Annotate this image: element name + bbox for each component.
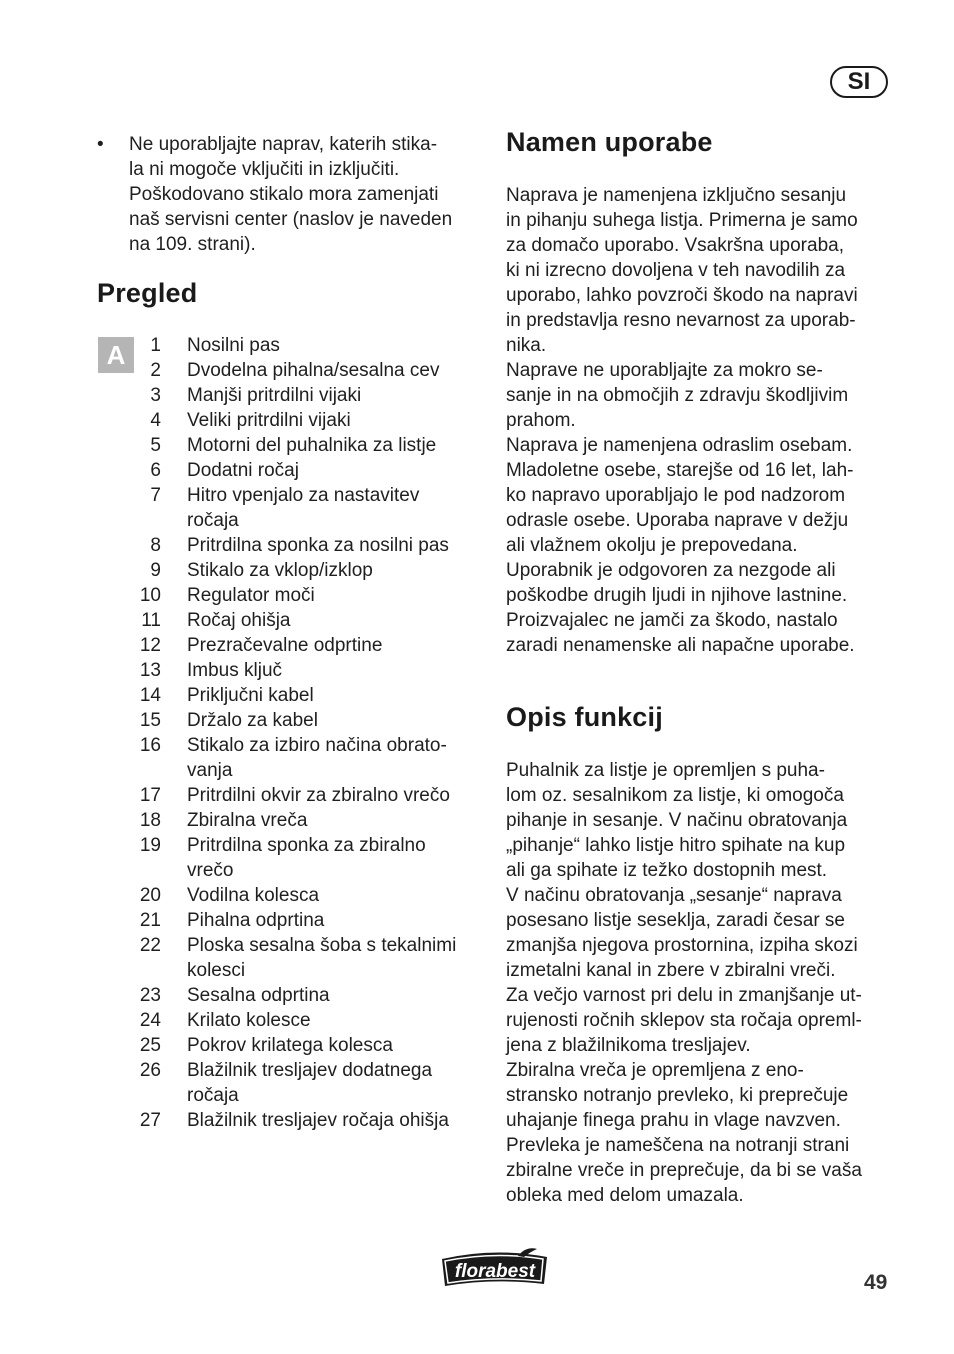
part-item (130, 1108, 490, 1133)
part-label (187, 608, 490, 633)
part-number: 17 (139, 785, 161, 806)
part-label (187, 1033, 490, 1058)
part-number: 20 (139, 885, 161, 906)
part-label-line: Blažilnik tresljajev dodatnega (187, 1060, 433, 1081)
part-label-line: Prezračevalne odprtine (187, 635, 383, 656)
part-item (130, 883, 490, 908)
paragraph-line: nika. (506, 335, 547, 356)
part-label (187, 558, 490, 583)
part-number: 13 (139, 660, 161, 681)
part-number: 25 (139, 1035, 161, 1056)
part-label-line: ročaja (187, 510, 239, 531)
paragraph-line: odrasle osebe. Uporaba naprave v dežju (506, 510, 849, 531)
part-label (187, 983, 490, 1008)
part-number: 15 (139, 710, 161, 731)
part-number: 14 (139, 685, 161, 706)
paragraph-line: pihanje in sesanje. V načinu obratovanja (506, 810, 848, 831)
paragraph-line: uhajanje finega prahu in vlage navzven. (506, 1110, 841, 1131)
part-label-line: Dodatni ročaj (187, 460, 299, 481)
part-label-line: Sesalna odprtina (187, 985, 330, 1006)
logo-text: florabest (454, 1261, 536, 1282)
bullet-mark: • (97, 134, 104, 155)
part-item (130, 333, 490, 358)
part-item (130, 458, 490, 483)
part-label (187, 383, 490, 408)
part-item (130, 408, 490, 433)
paragraph-line: uporabo, lahko povzroči škodo na napravi (506, 285, 858, 306)
part-label (187, 733, 490, 783)
paragraph-line: izmetalni kanal in zbere v zbiralni vreči. (506, 960, 836, 981)
part-item (130, 433, 490, 458)
part-item (130, 1058, 490, 1108)
part-label-line: Pokrov krilatega kolesca (187, 1035, 393, 1056)
part-item (130, 733, 490, 783)
part-item (130, 983, 490, 1008)
part-number: 2 (150, 360, 161, 381)
opis-heading: Opis funkcij (506, 702, 663, 732)
part-label-line: Stikalo za vklop/izklop (187, 560, 373, 581)
namen-paragraph (506, 183, 901, 658)
part-label-line: Manjši pritrdilni vijaki (187, 385, 362, 406)
paragraph-line: Uporabnik je odgovoren za nezgode ali (506, 560, 836, 581)
part-label (187, 333, 490, 358)
paragraph-line: ki ni izrecno dovoljena v teh navodilih za (506, 260, 846, 281)
part-label (187, 808, 490, 833)
part-label-line: Pritrdilna sponka za nosilni pas (187, 535, 449, 556)
figure-label-badge: A (98, 337, 134, 373)
part-item (130, 483, 490, 533)
part-item (130, 558, 490, 583)
part-label (187, 533, 490, 558)
part-label (187, 683, 490, 708)
part-label-line: Dvodelna pihalna/sesalna cev (187, 360, 440, 381)
part-number: 9 (150, 560, 161, 581)
part-number: 8 (150, 535, 161, 556)
part-item (130, 833, 490, 883)
bullet-line: Ne uporabljajte naprav, katerih stika- (129, 134, 438, 155)
bullet-line: Poškodovano stikalo mora zamenjati (129, 184, 439, 205)
part-number: 21 (139, 910, 161, 931)
part-label (187, 433, 490, 458)
namen-heading: Namen uporabe (506, 127, 713, 157)
paragraph-line: stransko notranjo prevleko, ki preprečuje (506, 1085, 849, 1106)
part-label (187, 483, 490, 533)
paragraph-line: zaradi nenamenske ali napačne uporabe. (506, 635, 855, 656)
paragraph-line: Prevleka je nameščena na notranji strani (506, 1135, 850, 1156)
part-item (130, 533, 490, 558)
part-label (187, 933, 490, 983)
part-label (187, 408, 490, 433)
bullet-line: la ni mogoče vključiti in izključiti. (129, 159, 400, 180)
part-label-line: Veliki pritrdilni vijaki (187, 410, 351, 431)
bullet-line: naš servisni center (naslov je naveden (129, 209, 453, 230)
part-item (130, 1033, 490, 1058)
part-label-line: Pritrdilna sponka za zbiralno (187, 835, 426, 856)
paragraph-line: zbiralne vreče in preprečuje, da bi se vaša (506, 1160, 862, 1181)
part-item (130, 383, 490, 408)
part-number: 12 (139, 635, 161, 656)
part-label-line: Priključni kabel (187, 685, 314, 706)
part-label (187, 633, 490, 658)
part-label (187, 1008, 490, 1033)
paragraph-line: Naprava je namenjena izključno sesanju (506, 185, 847, 206)
part-label-line: Nosilni pas (187, 335, 280, 356)
part-number: 7 (150, 485, 161, 506)
part-label-line: Regulator moči (187, 585, 315, 606)
paragraph-line: Naprava je namenjena odraslim osebam. (506, 435, 853, 456)
paragraph-line: ko napravo uporabljajo le pod nadzorom (506, 485, 846, 506)
part-number: 19 (139, 835, 161, 856)
part-number: 16 (139, 735, 161, 756)
part-number: 6 (150, 460, 161, 481)
parts-list (130, 333, 490, 1133)
part-item (130, 633, 490, 658)
paragraph-line: Proizvajalec ne jamči za škodo, nastalo (506, 610, 838, 631)
part-item (130, 808, 490, 833)
part-item (130, 908, 490, 933)
part-number: 18 (139, 810, 161, 831)
part-number: 4 (150, 410, 161, 431)
paragraph-line: poškodbe drugih ljudi in njihove lastnine. (506, 585, 848, 606)
part-label (187, 458, 490, 483)
paragraph-line: „pihanje“ lahko listje hitro spihate na kup (506, 835, 846, 856)
part-label (187, 833, 490, 883)
part-label-line: Držalo za kabel (187, 710, 318, 731)
paragraph-line: posesano listje seseklja, zaradi česar se (506, 910, 846, 931)
paragraph-line: Mladoletne osebe, starejše od 16 let, lah- (506, 460, 854, 481)
part-label-line: Motorni del puhalnika za listje (187, 435, 437, 456)
part-item (130, 708, 490, 733)
page-number: 49 (864, 1271, 888, 1294)
part-label (187, 1058, 490, 1108)
part-number: 5 (150, 435, 161, 456)
part-item (130, 608, 490, 633)
part-item (130, 783, 490, 808)
part-label (187, 908, 490, 933)
part-item (130, 658, 490, 683)
part-label-line: Pritrdilni okvir za zbiralno vrečo (187, 785, 450, 806)
warning-bullet (97, 132, 482, 257)
part-item (130, 933, 490, 983)
part-item (130, 358, 490, 383)
part-label-line: vrečo (187, 860, 234, 881)
part-label (187, 358, 490, 383)
part-label-line: Ročaj ohišja (187, 610, 291, 631)
paragraph-line: za domačo uporabo. Vsakršna uporaba, (506, 235, 844, 256)
paragraph-line: Za večjo varnost pri delu in zmanjšanje ut- (506, 985, 862, 1006)
paragraph-line: Naprave ne uporabljajte za mokro se- (506, 360, 823, 381)
part-label-line: Stikalo za izbiro načina obrato- (187, 735, 447, 756)
paragraph-line: lom oz. sesalnikom za listje, ki omogoča (506, 785, 844, 806)
part-item (130, 683, 490, 708)
florabest-logo (438, 1247, 551, 1288)
part-label (187, 1108, 490, 1133)
paragraph-line: ali vlažnem okolju je prepovedana. (506, 535, 798, 556)
paragraph-line: zmanjša njegova prostornina, izpiha skozi (506, 935, 858, 956)
part-label (187, 708, 490, 733)
part-label-line: Ploska sesalna šoba s tekalnimi (187, 935, 457, 956)
part-label-line: Blažilnik tresljajev ročaja ohišja (187, 1110, 449, 1131)
language-badge: SI (830, 66, 888, 98)
bullet-line: na 109. strani). (129, 234, 256, 255)
paragraph-line: ali ga spihate iz težko dostopnih mest. (506, 860, 828, 881)
part-label-line: Vodilna kolesca (187, 885, 320, 906)
part-label-line: vanja (187, 760, 233, 781)
part-label-line: Hitro vpenjalo za nastavitev (187, 485, 420, 506)
part-label-line: Krilato kolesce (187, 1010, 311, 1031)
part-label-line: ročaja (187, 1085, 239, 1106)
part-number: 10 (139, 585, 161, 606)
bullet-text (129, 132, 482, 257)
part-number: 3 (150, 385, 161, 406)
part-label-line: Zbiralna vreča (187, 810, 308, 831)
part-number: 26 (139, 1060, 161, 1081)
opis-paragraph (506, 758, 901, 1208)
part-item (130, 583, 490, 608)
paragraph-line: in pihanju suhega listja. Primerna je samo (506, 210, 858, 231)
part-label (187, 783, 490, 808)
part-label (187, 883, 490, 908)
part-label-line: kolesci (187, 960, 246, 981)
paragraph-line: Puhalnik za listje je opremljen s puha- (506, 760, 825, 781)
part-number: 22 (139, 935, 161, 956)
paragraph-line: obleka med delom umazala. (506, 1185, 744, 1206)
part-number: 1 (150, 335, 161, 356)
part-label-line: Imbus ključ (187, 660, 283, 681)
paragraph-line: Zbiralna vreča je opremljena z eno- (506, 1060, 804, 1081)
paragraph-line: jena z blažilnikoma tresljajev. (506, 1035, 751, 1056)
paragraph-line: sanje in na območjih z zdravju škodljivim (506, 385, 849, 406)
part-number: 23 (139, 985, 161, 1006)
part-number: 27 (139, 1110, 161, 1131)
part-label (187, 583, 490, 608)
paragraph-line: in predstavlja resno nevarnost za uporab- (506, 310, 856, 331)
paragraph-line: rujenosti ročnih sklepov sta ročaja opreml- (506, 1010, 862, 1031)
part-number: 11 (141, 610, 161, 631)
paragraph-line: prahom. (506, 410, 576, 431)
part-number: 24 (139, 1010, 161, 1031)
part-label (187, 658, 490, 683)
pregled-heading: Pregled (97, 278, 198, 308)
part-item (130, 1008, 490, 1033)
part-label-line: Pihalna odprtina (187, 910, 325, 931)
paragraph-line: V načinu obratovanja „sesanje“ naprava (506, 885, 842, 906)
